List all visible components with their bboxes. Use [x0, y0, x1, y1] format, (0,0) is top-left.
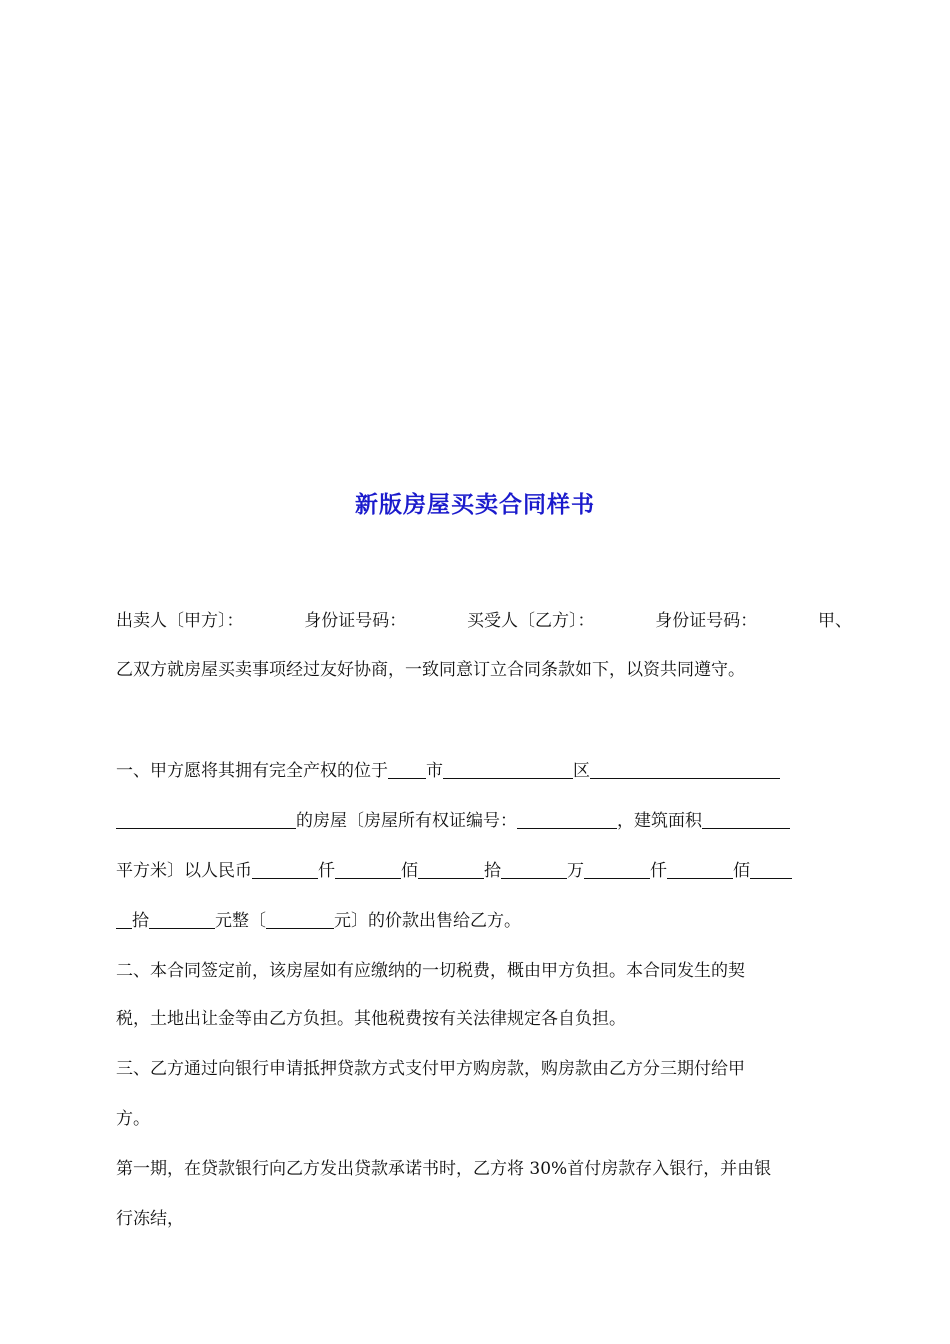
clause-1-line-4: 拾 元整〔 元〕的价款出售给乙方。 — [116, 909, 842, 933]
parties-line — [116, 609, 852, 633]
phase-1-line-2: 行冻结， — [116, 1209, 184, 1229]
document-title: 新版房屋买卖合同样书 — [355, 492, 595, 518]
blank-field — [388, 760, 426, 779]
blank-field — [266, 910, 334, 929]
blank-field — [590, 760, 780, 779]
blank-field — [443, 760, 573, 779]
blank-field — [149, 910, 215, 929]
buyer-id-label: 身份证号码： — [655, 611, 758, 631]
clause-1-line-3: 平方米〕以人民币 仟 佰 拾 万 仟 佰 — [116, 859, 842, 883]
blank-field — [517, 810, 617, 829]
blank-field — [584, 860, 650, 879]
clause-2-line-2: 税，土地出让金等由乙方负担。其他税费按有关法律规定各自负担。 — [116, 1009, 626, 1029]
seller-id-label: 身份证号码： — [304, 611, 407, 631]
phase-1-line-1: 第一期，在贷款银行向乙方发出贷款承诺书时，乙方将 30%首付房款存入银行，并由银 — [116, 1159, 772, 1179]
blank-field — [667, 860, 733, 879]
buyer-label: 买受人〔乙方〕： — [467, 611, 595, 631]
clause-2-line-1: 二、本合同签定前，该房屋如有应缴纳的一切税费，概由甲方负担。本合同发生的契 — [116, 961, 745, 981]
clause-3-line-1: 三、乙方通过向银行申请抵押贷款方式支付甲方购房款，购房款由乙方分三期付给甲 — [116, 1059, 745, 1079]
intro-paragraph: 乙双方就房屋买卖事项经过友好协商，一致同意订立合同条款如下，以资共同遵守。 — [116, 660, 745, 680]
intro-lead: 甲、 — [818, 611, 852, 631]
blank-field — [252, 860, 318, 879]
blank-field — [750, 860, 792, 879]
blank-field — [418, 860, 484, 879]
clause-3-line-2: 方。 — [116, 1109, 150, 1129]
clause-1-line-1: 一、甲方愿将其拥有完全产权的位于 市 区 — [116, 759, 842, 783]
blank-field — [335, 860, 401, 879]
blank-field — [116, 810, 296, 829]
blank-field — [702, 810, 790, 829]
clause-1-line-2: 的房屋〔房屋所有权证编号： ，建筑面积 — [116, 809, 842, 833]
blank-field — [501, 860, 567, 879]
seller-label: 出卖人〔甲方〕： — [116, 611, 244, 631]
blank-field — [116, 910, 132, 929]
